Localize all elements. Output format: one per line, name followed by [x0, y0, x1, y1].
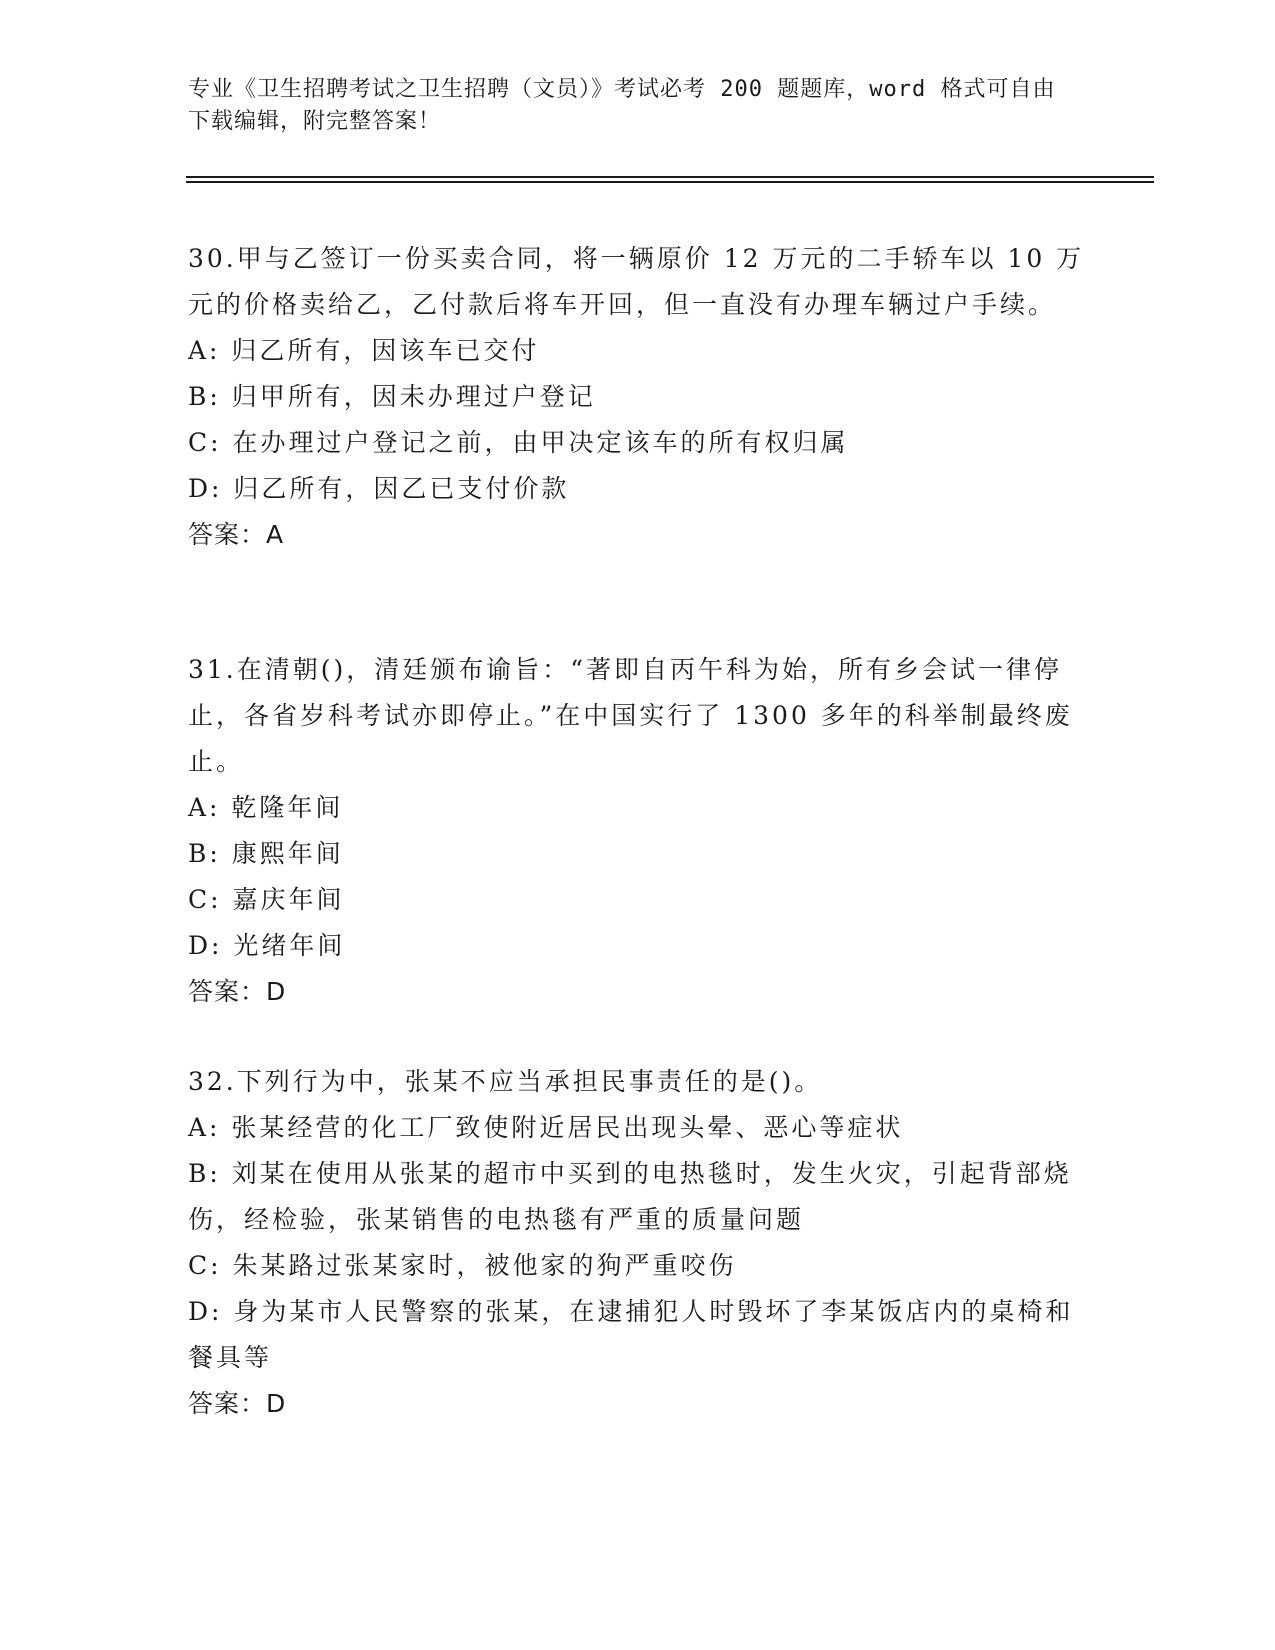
option-d: D: 光绪年间	[188, 931, 346, 960]
option-a: A: 张某经营的化工厂致使附近居民出现头晕、恶心等症状	[188, 1113, 904, 1142]
answer: 答案：D	[188, 1389, 287, 1418]
question-stem: 32.下列行为中，张某不应当承担民事责任的是()。	[188, 1067, 823, 1096]
option-d: D: 身为某市人民警察的张某，在逮捕犯人时毁坏了李某饭店内的桌椅和餐具等	[188, 1297, 1074, 1372]
option-b: B: 归甲所有，因未办理过户登记	[188, 382, 596, 411]
option-b: B: 康熙年间	[188, 839, 344, 868]
option-c: C: 嘉庆年间	[188, 885, 345, 914]
header-divider-top	[186, 176, 1154, 178]
question-32	[188, 1059, 1088, 1427]
option-a: A: 乾隆年间	[188, 793, 344, 822]
question-stem: 30.甲与乙签订一份买卖合同，将一辆原价 12 万元的二手轿车以 10 万元的价格卖给乙，乙付款后将车开回，但一直没有办理车辆过户手续。	[188, 244, 1085, 319]
question-stem: 31.在清朝()，清廷颁布谕旨：“著即自丙午科为始，所有乡会试一律停止，各省岁科考试亦即停止。”在中国实行了 1300 多年的科举制最终废止。	[188, 655, 1073, 776]
option-b: B: 刘某在使用从张某的超市中买到的电热毯时，发生火灾，引起背部烧伤，经检验，张某销售的电热毯有严重的质量问题	[188, 1159, 1072, 1234]
option-c: C: 在办理过户登记之前，由甲决定该车的所有权归属	[188, 428, 849, 457]
option-d: D: 归乙所有，因乙已支付价款	[188, 474, 570, 503]
answer: 答案：D	[188, 977, 287, 1006]
document-header: 专业《卫生招聘考试之卫生招聘（文员）》考试必考 200 题题库，word 格式可自由下载编辑，附完整答案！	[188, 77, 1056, 134]
option-c: C: 朱某路过张某家时，被他家的狗严重咬伤	[188, 1251, 737, 1280]
answer: 答案：A	[188, 520, 285, 549]
option-a: A: 归乙所有，因该车已交付	[188, 336, 540, 365]
question-30	[188, 236, 1088, 558]
question-31	[188, 647, 1088, 1015]
header-divider-bottom	[186, 181, 1154, 183]
